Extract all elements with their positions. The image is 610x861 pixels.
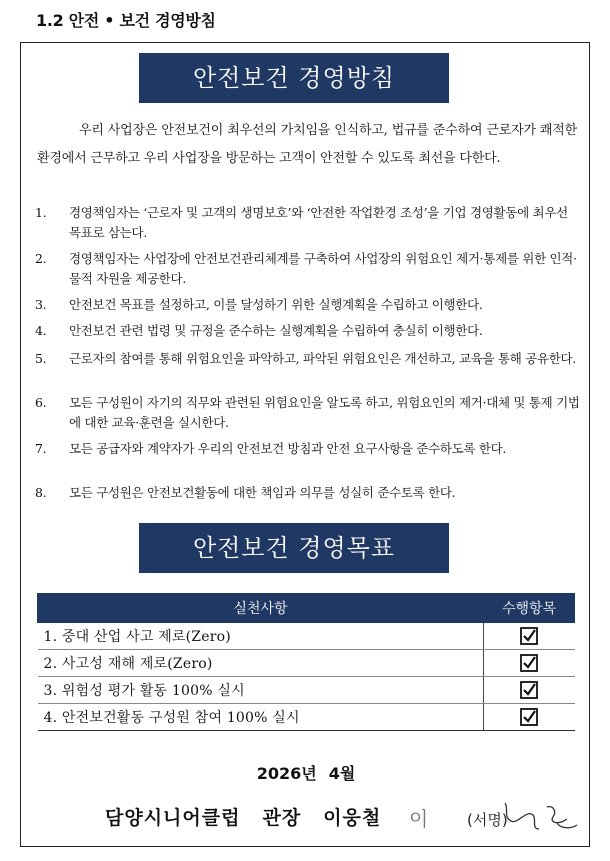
date-month: 4월 xyxy=(328,764,356,783)
handwritten-signature-image xyxy=(487,795,587,839)
policy-item xyxy=(35,249,580,289)
policy-item xyxy=(35,393,580,433)
status-column-header: 수행항목 xyxy=(484,594,575,623)
seal-label: (서명) xyxy=(467,811,508,829)
policy-item-number: 7. xyxy=(35,441,47,456)
table-row xyxy=(38,650,575,677)
policy-item xyxy=(35,349,580,369)
policy-item xyxy=(35,203,580,243)
policy-item xyxy=(35,439,580,459)
seal-mark: 이 xyxy=(409,807,429,831)
policy-item-number: 3. xyxy=(35,297,47,312)
director-name: 이웅철 xyxy=(323,807,382,829)
policy-item-text: 모든 공급자와 계약자가 우리의 안전보건 방침과 안전 요구사항을 준수하도록 한다. xyxy=(69,441,507,456)
policy-item-text: 경영책임자는 사업장에 안전보건관리체계를 구축하여 사업장의 위험요인 제거·통제를 위한 인적·물적 자원을 제공한다. xyxy=(69,251,577,286)
policy-item xyxy=(35,295,580,315)
policy-intro-text: 우리 사업장은 안전보건이 최우선의 가치임을 인식하고, 법규를 준수하여 근로자가 쾌적한 환경에서 근무하고 우리 사업장을 방문하는 고객이 안전할 수 있도록 최선을 다한다. xyxy=(37,123,577,166)
policy-item xyxy=(35,321,580,341)
policy-document-frame xyxy=(20,42,590,847)
goal-label: 4. 안전보건활동 구성원 참여 100% 실시 xyxy=(38,704,484,731)
goal-status-cell xyxy=(484,623,575,650)
policy-item-number: 4. xyxy=(35,323,47,338)
policy-item-number: 2. xyxy=(35,251,47,266)
checked-box-icon xyxy=(520,708,538,726)
goals-table xyxy=(37,593,575,731)
checked-box-icon xyxy=(520,681,538,699)
goal-status-cell xyxy=(484,704,575,731)
policy-item-text: 근로자의 참여를 통해 위험요인을 파악하고, 파악된 위험요인은 개선하고, 교육을 통해 공유한다. xyxy=(69,351,576,366)
checked-box-icon xyxy=(520,627,538,645)
table-row xyxy=(38,623,575,650)
section-heading: 1.2 안전 • 보건 경영방침 xyxy=(36,11,216,30)
signature-line xyxy=(105,803,403,830)
practice-column-header: 실천사항 xyxy=(38,594,484,623)
goals-table-header xyxy=(38,594,575,623)
position-title: 관장 xyxy=(262,807,302,829)
policy-intro-paragraph xyxy=(37,117,577,173)
policy-item-text: 안전보건 관련 법령 및 규정을 준수하는 실행계획을 수립하여 충실히 이행한다. xyxy=(69,323,483,338)
document-date xyxy=(21,761,591,784)
policy-item-text: 안전보건 목표를 설정하고, 이를 달성하기 위한 실행계획을 수립하고 이행한다. xyxy=(69,297,483,312)
goal-label: 2. 사고성 재해 제로(Zero) xyxy=(38,650,484,677)
policy-item-text: 모든 구성원이 자기의 직무와 관련된 위험요인을 알도록 하고, 위험요인의 제거·대체 및 통제 기법에 대한 교육·훈련을 실시한다. xyxy=(69,395,580,430)
policy-item-number: 1. xyxy=(35,205,47,220)
policy-title-banner: 안전보건 경영방침 xyxy=(139,53,449,103)
date-year: 2026년 xyxy=(256,764,317,783)
goal-status-cell xyxy=(484,677,575,704)
policy-item-number: 6. xyxy=(35,395,47,410)
policy-item-number: 8. xyxy=(35,485,47,500)
goal-status-cell xyxy=(484,650,575,677)
organization-name: 담양시니어클럽 xyxy=(105,807,241,829)
goals-title-banner: 안전보건 경영목표 xyxy=(139,523,449,573)
table-row xyxy=(38,704,575,731)
checked-box-icon xyxy=(520,654,538,672)
goal-label: 3. 위험성 평가 활동 100% 실시 xyxy=(38,677,484,704)
policy-item-number: 5. xyxy=(35,351,47,366)
policy-item-text: 모든 구성원은 안전보건활동에 대한 책임과 의무를 성실히 준수토록 한다. xyxy=(69,485,456,500)
goal-label: 1. 중대 산업 사고 제로(Zero) xyxy=(38,623,484,650)
policy-item xyxy=(35,483,580,503)
policy-item-text: 경영책임자는 ‘근로자 및 고객의 생명보호’와 ‘안전한 작업환경 조성’을 기업 경영활동에 최우선 목표로 삼는다. xyxy=(69,205,568,240)
table-row xyxy=(38,677,575,704)
